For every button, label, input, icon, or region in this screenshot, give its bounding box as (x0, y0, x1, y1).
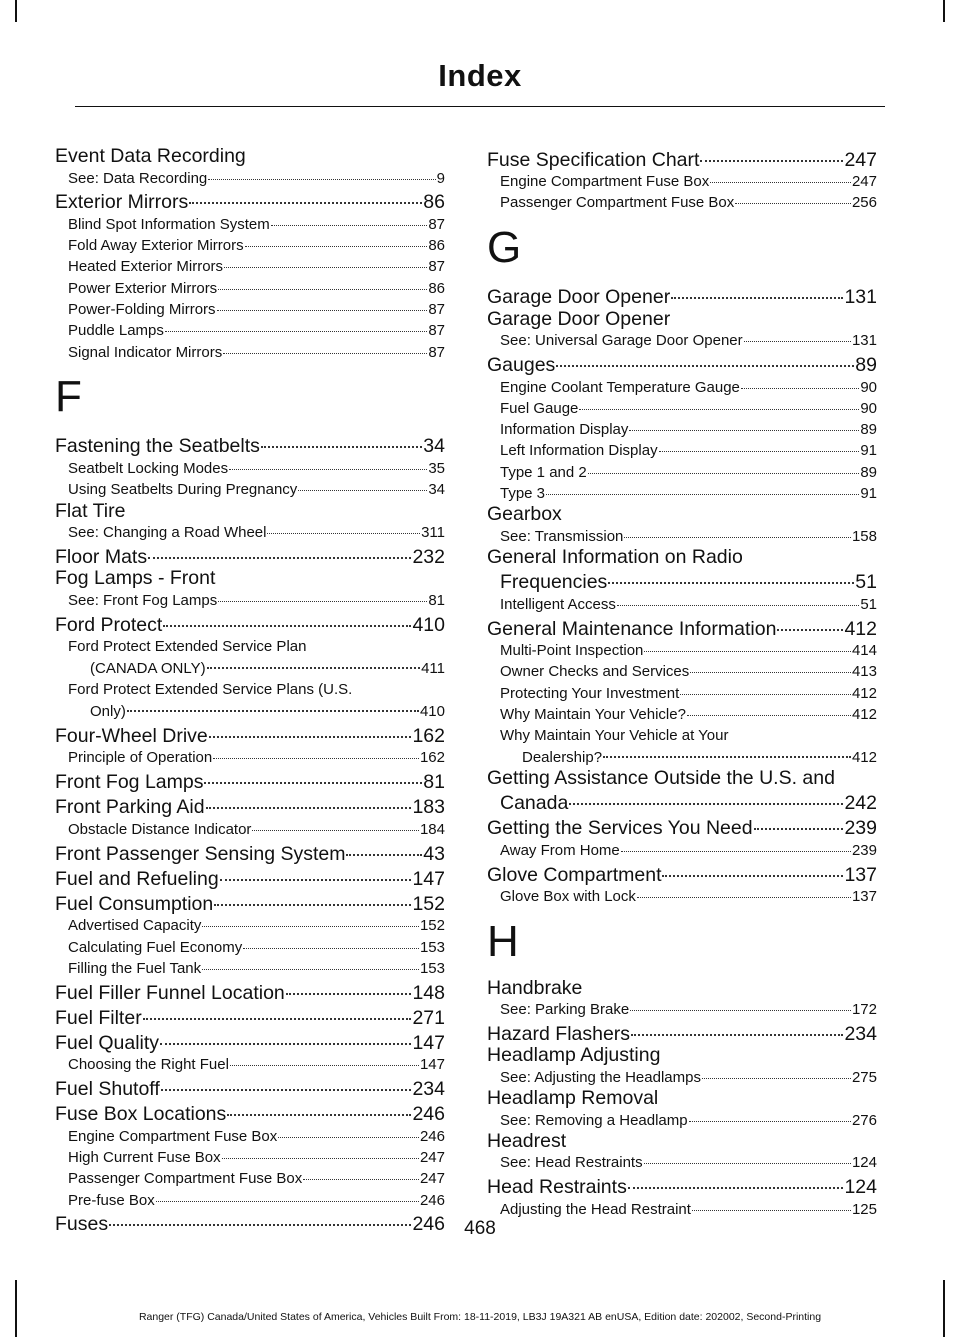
entry-page-number: 246 (412, 1103, 445, 1126)
dot-leader (127, 697, 419, 713)
dot-leader (621, 837, 851, 852)
dot-leader (286, 975, 412, 995)
entry-label: Adjusting the Head Restraint (500, 1200, 691, 1218)
entry-page-number: 276 (851, 1111, 877, 1129)
entry-page-number: 34 (423, 435, 445, 458)
entry-page-number: 183 (412, 796, 445, 819)
entry-label: General Information on Radio (487, 546, 743, 569)
entry-page-number: 239 (851, 841, 877, 859)
dot-leader (156, 1187, 419, 1202)
entry-label: Choosing the Right Fuel (68, 1056, 229, 1074)
entry-label: See: Data Recording (68, 169, 208, 187)
entry-label: Getting Assistance Outside the U.S. and (487, 767, 835, 790)
entry-label: Obstacle Distance Indicator (68, 820, 252, 838)
entry-label: Hazard Flashers (487, 1022, 631, 1045)
entry-page-number: 246 (412, 1213, 445, 1236)
entry-label: Dealership? (522, 748, 603, 766)
index-entry (487, 615, 877, 640)
dot-leader (629, 417, 859, 432)
entry-label: Fuse Box Locations (55, 1103, 227, 1126)
index-entry (487, 351, 877, 376)
entry-label: Exterior Mirrors (55, 191, 189, 214)
entry-label: Headrest (487, 1129, 567, 1152)
entry-label: Gearbox (487, 503, 562, 526)
index-subentry (55, 342, 445, 363)
entry-label: (CANADA ONLY) (90, 660, 206, 678)
entry-label: Signal Indicator Mirrors (68, 343, 223, 361)
dot-leader (163, 607, 411, 627)
dot-leader (271, 211, 428, 226)
index-entry (487, 1020, 877, 1045)
entry-label: Power Exterior Mirrors (68, 279, 218, 297)
dot-leader (692, 1196, 851, 1211)
entry-page-number: 137 (844, 863, 877, 886)
dot-leader (165, 318, 427, 333)
dot-leader (662, 857, 843, 877)
entry-label: Filling the Fuel Tank (68, 959, 202, 977)
index-section-letter: F (55, 371, 82, 421)
entry-label: Front Parking Aid (55, 796, 205, 819)
entry-label: See: Head Restraints (500, 1154, 643, 1172)
entry-label: Fuel Filter (55, 1006, 142, 1029)
entry-page-number: 87 (428, 343, 445, 361)
dot-leader (556, 347, 854, 367)
entry-page-number: 124 (851, 1154, 877, 1172)
entry-label: Fuel Filler Funnel Location (55, 981, 285, 1004)
entry-label: Canada (500, 792, 569, 815)
entry-label: Fastening the Seatbelts (55, 435, 260, 458)
entry-label: Principle of Operation (68, 749, 213, 767)
dot-leader (687, 701, 851, 716)
index-entry (55, 1101, 445, 1126)
index-subentry (487, 526, 877, 547)
dot-leader (608, 565, 854, 585)
entry-label: Fuel Gauge (500, 399, 579, 417)
dot-leader (202, 913, 419, 928)
entry-page-number: 311 (421, 524, 445, 542)
entry-label: Away From Home (500, 841, 620, 859)
crop-mark (943, 0, 945, 22)
entry-page-number: 51 (860, 595, 877, 613)
index-entry (487, 569, 877, 594)
entry-page-number: 412 (851, 748, 877, 766)
entry-label: Fold Away Exterior Mirrors (68, 237, 244, 255)
entry-page-number: 275 (851, 1068, 877, 1086)
entry-label: Advertised Capacity (68, 917, 202, 935)
index-subentry (487, 886, 877, 907)
dot-leader (243, 934, 419, 949)
entry-page-number: 89 (860, 463, 877, 481)
index-subentry (487, 483, 877, 504)
entry-label: Engine Compartment Fuse Box (500, 173, 710, 191)
dot-leader (569, 786, 843, 806)
index-entry (487, 146, 877, 171)
entry-label: See: Front Fog Lamps (68, 591, 218, 609)
entry-page-number: 81 (428, 591, 445, 609)
entry-page-number: 147 (412, 1031, 445, 1054)
index-subentry (487, 1067, 877, 1088)
index-entry (55, 189, 445, 214)
dot-leader (603, 742, 851, 758)
entry-label: Event Data Recording (55, 145, 246, 167)
dot-leader (223, 339, 427, 354)
dot-leader (617, 591, 859, 606)
crop-mark (15, 0, 17, 22)
entry-label: Information Display (500, 421, 629, 439)
entry-label: See: Changing a Road Wheel (68, 524, 267, 542)
entry-page-number: 131 (844, 286, 877, 309)
index-entry (487, 1174, 877, 1199)
entry-page-number: 162 (419, 749, 445, 767)
entry-label: See: Transmission (500, 527, 624, 545)
entry-label: Flat Tire (55, 499, 126, 522)
entry-page-number: 35 (428, 459, 445, 477)
entry-label: See: Universal Garage Door Opener (500, 332, 743, 350)
dot-leader (160, 1025, 411, 1045)
dot-leader (710, 169, 851, 184)
entry-label: Using Seatbelts During Pregnancy (68, 481, 298, 499)
entry-page-number: 91 (860, 485, 877, 503)
entry-page-number: 43 (423, 842, 445, 865)
entry-page-number: 414 (851, 642, 877, 659)
dot-leader (303, 1166, 419, 1181)
dot-leader (741, 374, 859, 389)
dot-leader (204, 765, 422, 785)
index-section-letter: G (487, 222, 522, 272)
dot-leader (777, 611, 843, 631)
entry-label: Fuses (55, 1213, 109, 1236)
dot-leader (208, 165, 435, 180)
entry-page-number: 81 (423, 771, 445, 794)
entry-page-number: 152 (412, 892, 445, 915)
entry-label: General Maintenance Information (487, 617, 777, 640)
dot-leader (222, 1145, 419, 1160)
dot-leader (213, 745, 419, 760)
entry-page-number: 412 (851, 705, 877, 723)
entry-label: Fog Lamps - Front (55, 567, 216, 590)
entry-page-number: 86 (423, 191, 445, 214)
entry-label: Handbrake (487, 976, 583, 999)
dot-leader (143, 1000, 412, 1020)
entry-label: Left Information Display (500, 442, 658, 460)
dot-leader (278, 1123, 419, 1138)
entry-label: Only) (90, 703, 126, 721)
entry-page-number: 271 (412, 1006, 445, 1029)
dot-leader (161, 1072, 412, 1092)
entry-page-number: 131 (851, 332, 877, 350)
entry-page-number: 247 (419, 1170, 445, 1188)
entry-label: Ford Protect Extended Service Plans (U.S. (68, 681, 353, 699)
entry-page-number: 246 (419, 1191, 445, 1209)
entry-label: Owner Checks and Services (500, 663, 690, 681)
entry-label: Calculating Fuel Economy (68, 938, 243, 956)
dot-leader (588, 459, 860, 474)
entry-label: Heated Exterior Mirrors (68, 258, 224, 276)
entry-label: Headlamp Adjusting (487, 1044, 661, 1067)
index-entry (487, 861, 877, 886)
entry-page-number: 247 (844, 148, 877, 171)
entry-page-number: 124 (844, 1176, 877, 1199)
entry-label: Engine Coolant Temperature Gauge (500, 378, 740, 396)
dot-leader (680, 680, 851, 695)
entry-label: Why Maintain Your Vehicle at Your (500, 727, 729, 745)
index-column-right (487, 146, 877, 1220)
dot-leader (220, 861, 412, 881)
dot-leader (207, 654, 421, 670)
entry-page-number: 147 (419, 1056, 445, 1074)
entry-label: Headlamp Removal (487, 1087, 659, 1110)
entry-page-number: 87 (428, 258, 445, 276)
entry-page-number: 147 (412, 867, 445, 890)
entry-page-number: 137 (851, 888, 877, 906)
entry-page-number: 234 (844, 1022, 877, 1045)
dot-leader (209, 718, 412, 738)
entry-page-number: 9 (436, 169, 445, 187)
dot-leader (671, 280, 843, 300)
entry-page-number: 148 (412, 981, 445, 1004)
dot-leader (644, 1150, 851, 1165)
entry-label: Fuel Quality (55, 1031, 160, 1054)
dot-leader (624, 523, 851, 538)
entry-page-number: 410 (412, 613, 445, 636)
index-entry (487, 815, 877, 840)
entry-page-number: 158 (851, 527, 877, 545)
dot-leader (218, 587, 427, 602)
entry-page-number: 153 (419, 959, 445, 977)
dot-leader (631, 1016, 843, 1036)
entry-label: Power-Folding Mirrors (68, 301, 216, 319)
index-entry (55, 543, 445, 568)
dot-leader (630, 997, 851, 1012)
index-column-left (55, 146, 445, 1236)
entry-label: Floor Mats (55, 545, 148, 568)
entry-page-number: 234 (412, 1078, 445, 1101)
entry-label: See: Adjusting the Headlamps (500, 1068, 701, 1086)
entry-page-number: 239 (844, 817, 877, 840)
dot-leader (700, 142, 843, 162)
entry-page-number: 90 (860, 399, 877, 417)
dot-leader (689, 1107, 851, 1122)
index-entry (55, 890, 445, 915)
dot-leader (690, 659, 851, 674)
dot-leader (229, 455, 427, 470)
entry-page-number: 89 (855, 354, 877, 377)
entry-label: Blind Spot Information System (68, 215, 270, 233)
entry-label: Protecting Your Investment (500, 684, 680, 702)
dot-leader (245, 233, 428, 248)
index-subentry (487, 192, 877, 213)
entry-label: Ford Protect Extended Service Plan (68, 638, 307, 656)
entry-label: Ford Protect (55, 613, 163, 636)
dot-leader (267, 520, 420, 535)
crop-mark (15, 1280, 17, 1337)
entry-page-number: 90 (860, 378, 877, 396)
entry-label: Head Restraints (487, 1176, 627, 1199)
dot-leader (754, 811, 844, 831)
entry-page-number: 87 (428, 215, 445, 233)
entry-label: Garage Door Opener (487, 307, 671, 330)
entry-page-number: 51 (855, 571, 877, 594)
dot-leader (637, 884, 851, 899)
entry-label: Glove Box with Lock (500, 888, 636, 906)
dot-leader (659, 438, 860, 453)
entry-label: Engine Compartment Fuse Box (68, 1127, 278, 1145)
entry-label: Getting the Services You Need (487, 817, 753, 840)
entry-label: Front Fog Lamps (55, 771, 204, 794)
dot-leader (644, 638, 851, 653)
entry-label: Multi-Point Inspection (500, 642, 644, 659)
entry-page-number: 411 (421, 660, 445, 678)
entry-label: Four-Wheel Drive (55, 724, 208, 747)
dot-leader (189, 185, 422, 205)
entry-label: Fuel and Refueling (55, 867, 219, 890)
entry-label: Why Maintain Your Vehicle? (500, 705, 686, 723)
dot-leader (744, 328, 851, 343)
index-entry (55, 1029, 445, 1054)
index-subentry (487, 746, 877, 768)
dot-leader (252, 816, 419, 831)
entry-label: Fuel Consumption (55, 892, 214, 915)
entry-label: Pre-fuse Box (68, 1191, 155, 1209)
index-entry (55, 722, 445, 747)
entry-label: Frequencies (500, 571, 608, 594)
entry-page-number: 256 (851, 194, 877, 212)
index-section-letter: H (487, 916, 519, 966)
dot-leader (230, 1052, 419, 1067)
entry-label: Gauges (487, 354, 556, 377)
page-title: Index (438, 58, 522, 93)
entry-label: Seatbelt Locking Modes (68, 459, 229, 477)
dot-leader (218, 275, 427, 290)
dot-leader (702, 1064, 851, 1079)
entry-page-number: 91 (860, 442, 877, 460)
entry-page-number: 153 (419, 938, 445, 956)
entry-label: Puddle Lamps (68, 322, 164, 340)
entry-page-number: 246 (419, 1127, 445, 1145)
dot-leader (227, 1097, 411, 1117)
entry-page-number: 412 (844, 617, 877, 640)
dot-leader (628, 1170, 844, 1190)
entry-page-number: 86 (428, 237, 445, 255)
entry-label: See: Parking Brake (500, 1001, 630, 1019)
entry-page-number: 184 (419, 820, 445, 838)
index-entry (55, 611, 445, 636)
entry-label: High Current Fuse Box (68, 1149, 221, 1167)
dot-leader (579, 395, 859, 410)
dot-leader (148, 539, 411, 559)
entry-page-number: 162 (412, 724, 445, 747)
entry-label: Garage Door Opener (487, 286, 671, 309)
entry-page-number: 247 (851, 173, 877, 191)
dot-leader (546, 481, 859, 496)
index-entry (55, 433, 445, 458)
index-subentry (487, 704, 877, 725)
entry-label: See: Removing a Headlamp (500, 1111, 688, 1129)
dot-leader (346, 836, 422, 856)
entry-label: Front Passenger Sensing System (55, 842, 346, 865)
dot-leader (261, 429, 422, 449)
entry-label: Passenger Compartment Fuse Box (68, 1170, 303, 1188)
entry-page-number: 152 (419, 917, 445, 935)
entry-page-number: 247 (419, 1149, 445, 1167)
entry-page-number: 242 (844, 792, 877, 815)
entry-page-number: 86 (428, 279, 445, 297)
entry-page-number: 87 (428, 301, 445, 319)
entry-label: Passenger Compartment Fuse Box (500, 194, 735, 212)
header-divider (75, 106, 885, 107)
dot-leader (206, 790, 412, 810)
crop-mark (943, 1280, 945, 1337)
dot-leader (202, 955, 419, 970)
entry-label: Fuel Shutoff (55, 1078, 160, 1101)
entry-page-number: 89 (860, 421, 877, 439)
entry-page-number: 87 (428, 322, 445, 340)
entry-label: Intelligent Access (500, 595, 616, 613)
dot-leader (214, 886, 411, 906)
entry-page-number: 412 (851, 684, 877, 702)
dot-leader (735, 190, 851, 205)
entry-page-number: 413 (851, 663, 877, 681)
dot-leader (224, 254, 427, 269)
index-entry (55, 794, 445, 819)
index-subentry (55, 658, 445, 680)
footer-text: Ranger (TFG) Canada/United States of America, Vehicles Built From: 18-11-2019, LB3J 19A321 AB enUSA, Edition date: 202002, Second-Printing (138, 1311, 822, 1323)
index-subentry (487, 1110, 877, 1131)
entry-page-number: 34 (428, 481, 445, 499)
entry-page-number: 410 (419, 703, 445, 721)
entry-label: Type 3 (500, 485, 546, 503)
page-number: 468 (464, 1218, 496, 1239)
index-subentry (487, 1199, 877, 1220)
index-entry (487, 284, 877, 309)
entry-page-number: 232 (412, 545, 445, 568)
index-subentry (55, 479, 445, 500)
dot-leader (298, 477, 427, 492)
entry-page-number: 125 (851, 1200, 877, 1218)
entry-label: Glove Compartment (487, 863, 662, 886)
entry-page-number: 172 (851, 1001, 877, 1019)
entry-label: Fuse Specification Chart (487, 148, 700, 171)
dot-leader (217, 297, 428, 312)
entry-label: Type 1 and 2 (500, 463, 587, 481)
